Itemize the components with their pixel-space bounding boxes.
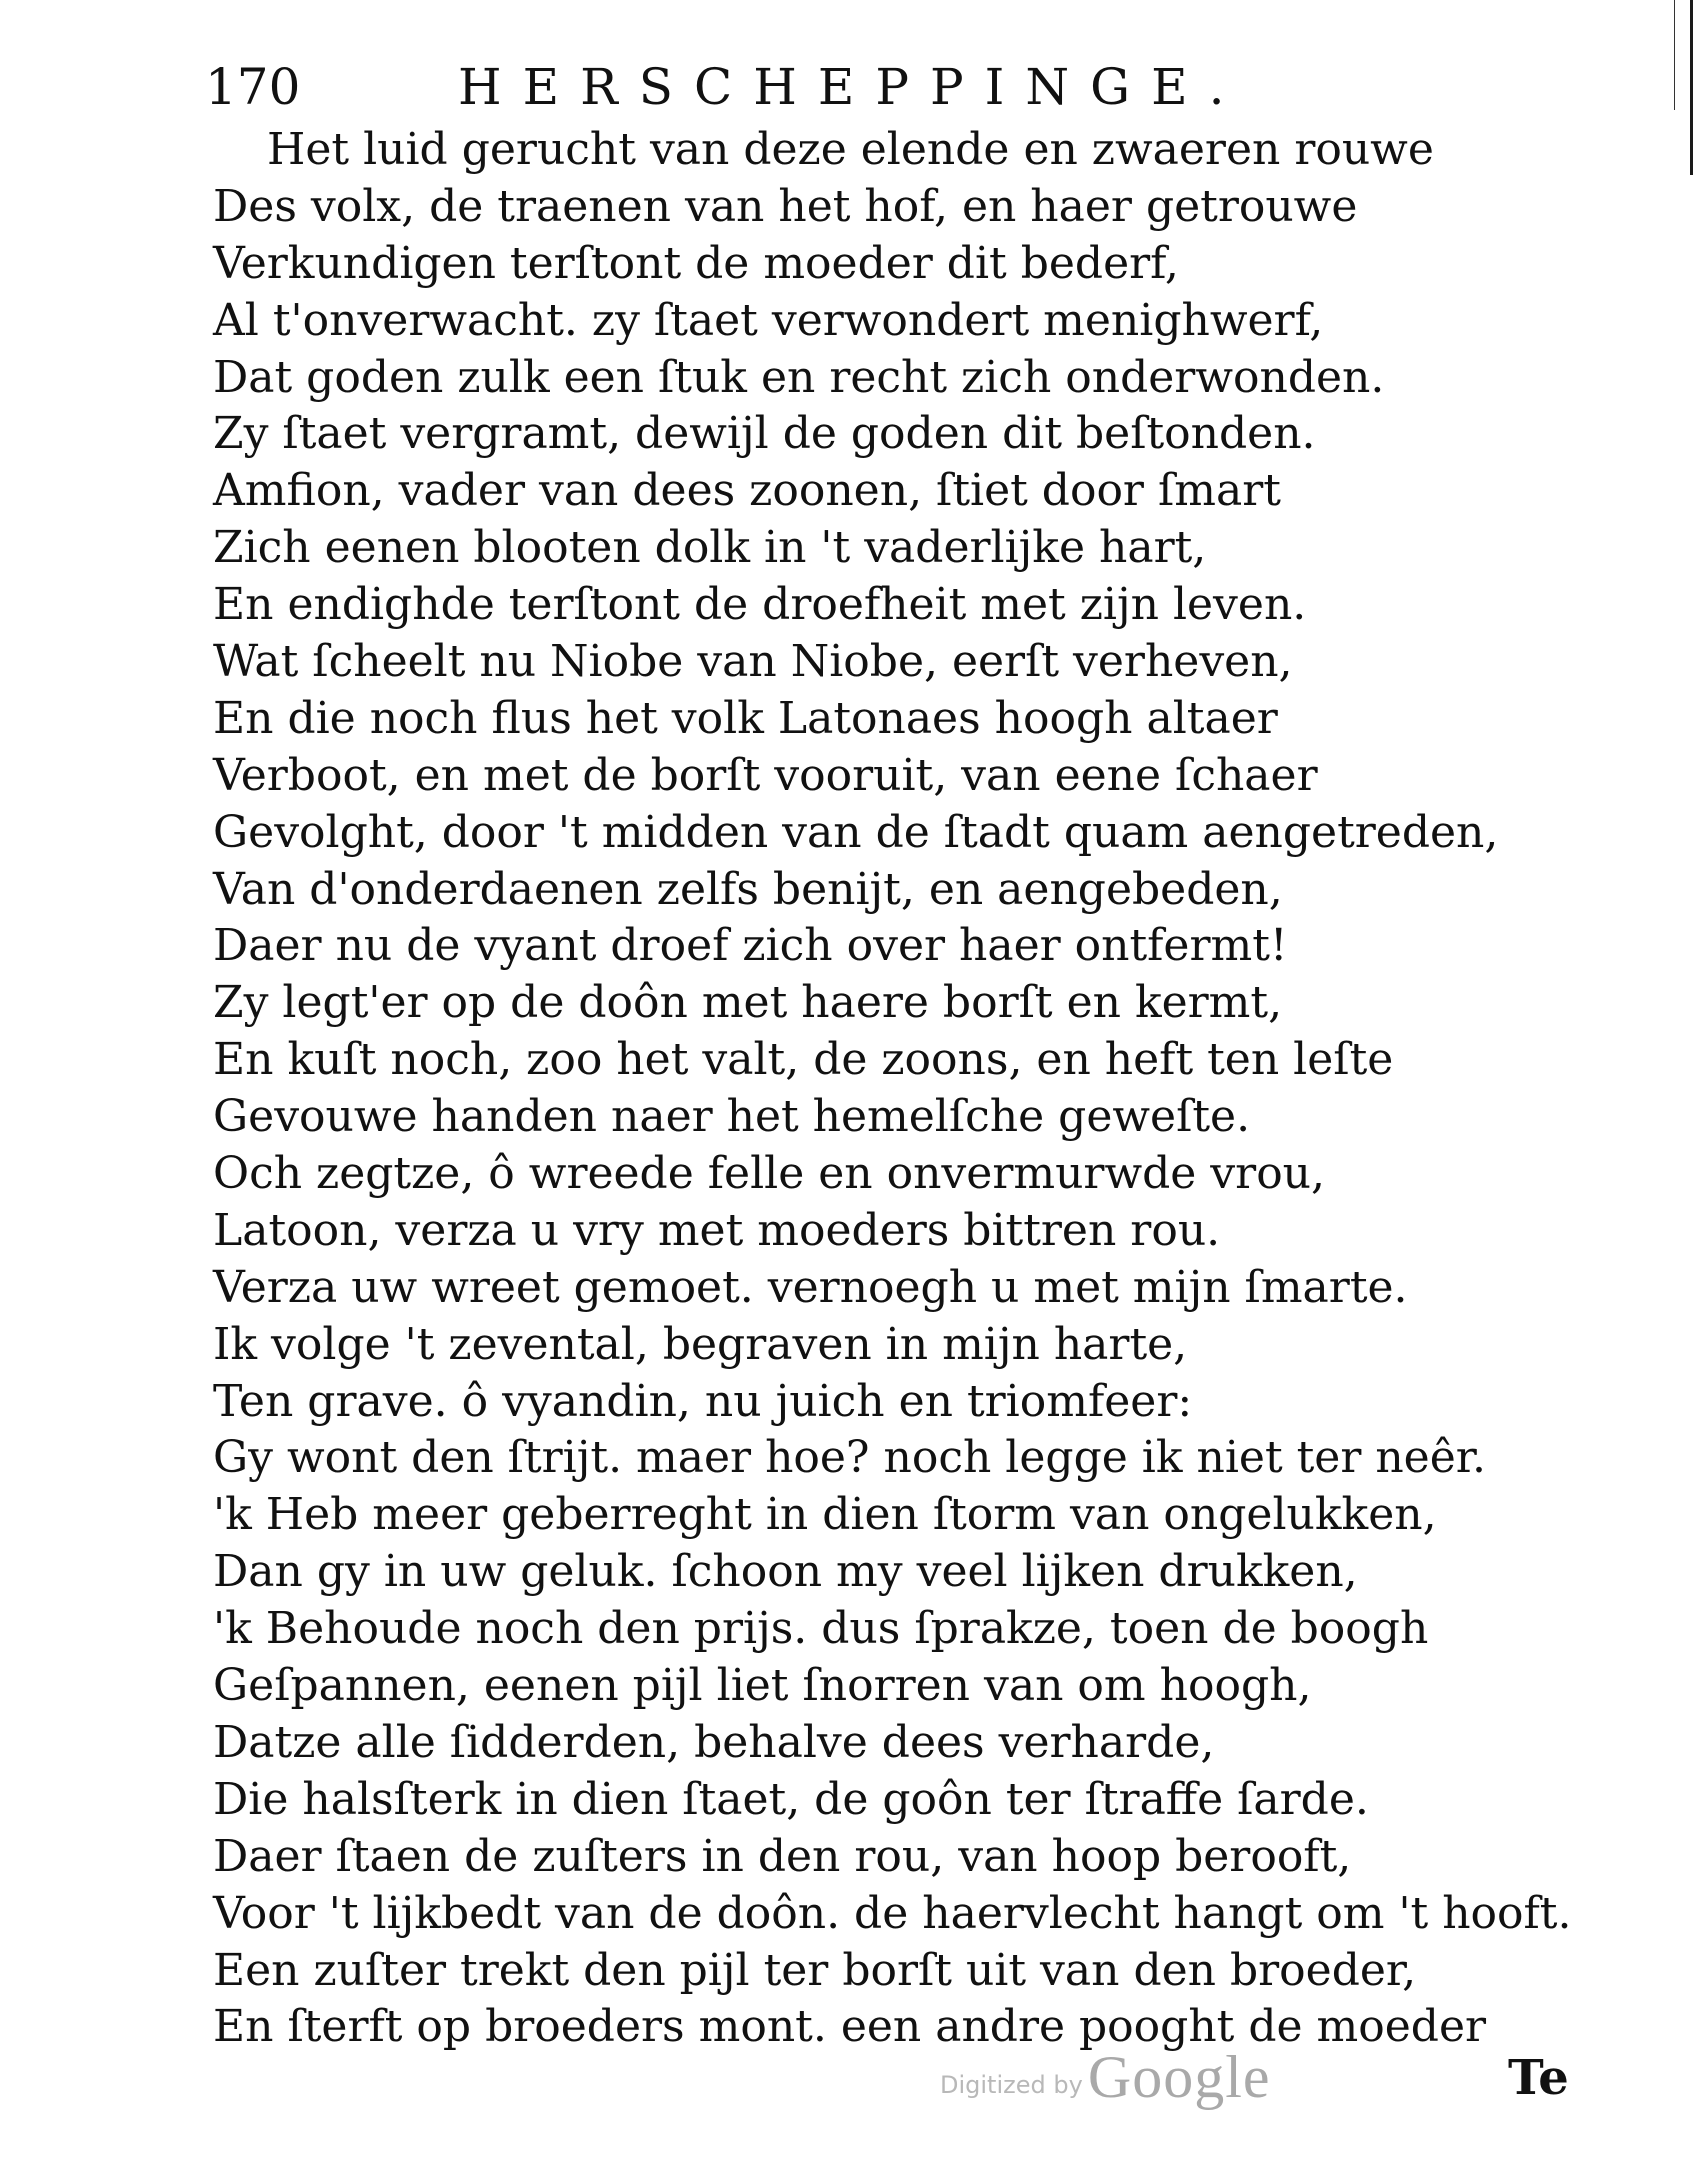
poem-line: En ſterft op broeders mont. een andre pooght de moeder — [213, 2001, 1487, 2053]
digitized-watermark — [940, 2043, 1271, 2113]
poem-line: Zy ſtaet vergramt, dewijl de goden dit beſtonden. — [213, 408, 1316, 460]
poem-line: Och zegtze, ô wreede felle en onvermurwde vrou, — [213, 1148, 1326, 1200]
poem-line: Verboot, en met de borſt vooruit, van eene ſchaer — [213, 749, 1318, 801]
poem-line: Dat goden zulk een ſtuk en recht zich onderwonden. — [213, 351, 1385, 403]
watermark-prefix: Digitized by — [940, 2071, 1083, 2100]
poem-line: 'k Heb meer geberreght in dien ſtorm van ongelukken, — [213, 1489, 1437, 1541]
poem-line: Verza uw wreet gemoet. vernoegh u met mijn ſmarte. — [213, 1261, 1408, 1313]
poem-line: Daer ſtaen de zuſters in den rou, van hoop berooft, — [213, 1830, 1352, 1882]
poem-line: Gy wont den ſtrijt. maer hoe? noch legge ik niet ter neêr. — [213, 1432, 1486, 1484]
page-header — [205, 52, 1345, 122]
poem-line: Geſpannen, eenen pijl liet ſnorren van om hoogh, — [213, 1660, 1312, 1712]
poem-line: Een zuſter trekt den pijl ter borſt uit van den broeder, — [213, 1944, 1417, 1996]
poem-line: Dan gy in uw geluk. ſchoon my veel lijken drukken, — [213, 1546, 1358, 1598]
poem-line: Ik volge 't zevental, begraven in mijn harte, — [213, 1318, 1188, 1370]
poem-line: Gevolght, door 't midden van de ſtadt quam aengetreden, — [213, 806, 1499, 858]
poem-line: En kuſt noch, zoo het valt, de zoons, en heft ten leſte — [213, 1034, 1394, 1086]
page-edge-line — [1674, 0, 1675, 110]
poem-line: Verkundigen terſtont de moeder dit bederf, — [213, 237, 1179, 289]
poem-line: Zy legt'er op de doôn met haere borſt en kermt, — [213, 977, 1283, 1029]
page-edge-rule — [1690, 0, 1693, 175]
poem-line: 'k Behoude noch den prijs. dus ſprakze, toen de boogh — [213, 1603, 1429, 1655]
poem-line: Amfion, vader van dees zoonen, ſtiet door ſmart — [213, 465, 1281, 517]
poem-line: Latoon, verza u vry met moeders bittren rou. — [213, 1204, 1221, 1256]
poem-line: Die halsſterk in dien ſtaet, de goôn ter ſtraffe ſarde. — [213, 1773, 1369, 1825]
poem-line: Het luid gerucht van deze elende en zwaeren rouwe — [267, 124, 1434, 175]
poem-line: En endighde terſtont de droefheit met zijn leven. — [213, 579, 1307, 631]
poem-text — [213, 122, 1593, 2056]
poem-line: Wat ſcheelt nu Niobe van Niobe, eerſt verheven, — [213, 636, 1293, 688]
google-logo: Google — [1087, 2044, 1271, 2110]
poem-line: Datze alle ſidderden, behalve dees verharde, — [213, 1716, 1215, 1768]
page-number: 170 — [205, 58, 301, 116]
running-title: HERSCHEPPINGE. — [458, 58, 1246, 116]
poem-line: Des volx, de traenen van het hof, en haer getrouwe — [213, 180, 1358, 232]
poem-line: Zich eenen blooten dolk in 't vaderlijke hart, — [213, 522, 1207, 574]
poem-line: En die noch flus het volk Latonaes hoogh altaer — [213, 692, 1278, 744]
poem-line: Ten grave. ô vyandin, nu juich en triomfeer: — [213, 1375, 1193, 1427]
poem-line: Al t'onverwacht. zy ſtaet verwondert menighwerf, — [213, 294, 1324, 346]
catchword: Te — [1508, 2050, 1569, 2106]
poem-line: Gevouwe handen naer het hemelſche geweſte. — [213, 1091, 1251, 1143]
page-footer — [0, 2035, 1702, 2125]
poem-line: Van d'onderdaenen zelfs benijt, en aengebeden, — [213, 863, 1283, 915]
poem-line: Voor 't lijkbedt van de doôn. de haervlecht hangt om 't hooft. — [213, 1887, 1572, 1939]
poem-line: Daer nu de vyant droef zich over haer ontfermt! — [213, 920, 1288, 972]
